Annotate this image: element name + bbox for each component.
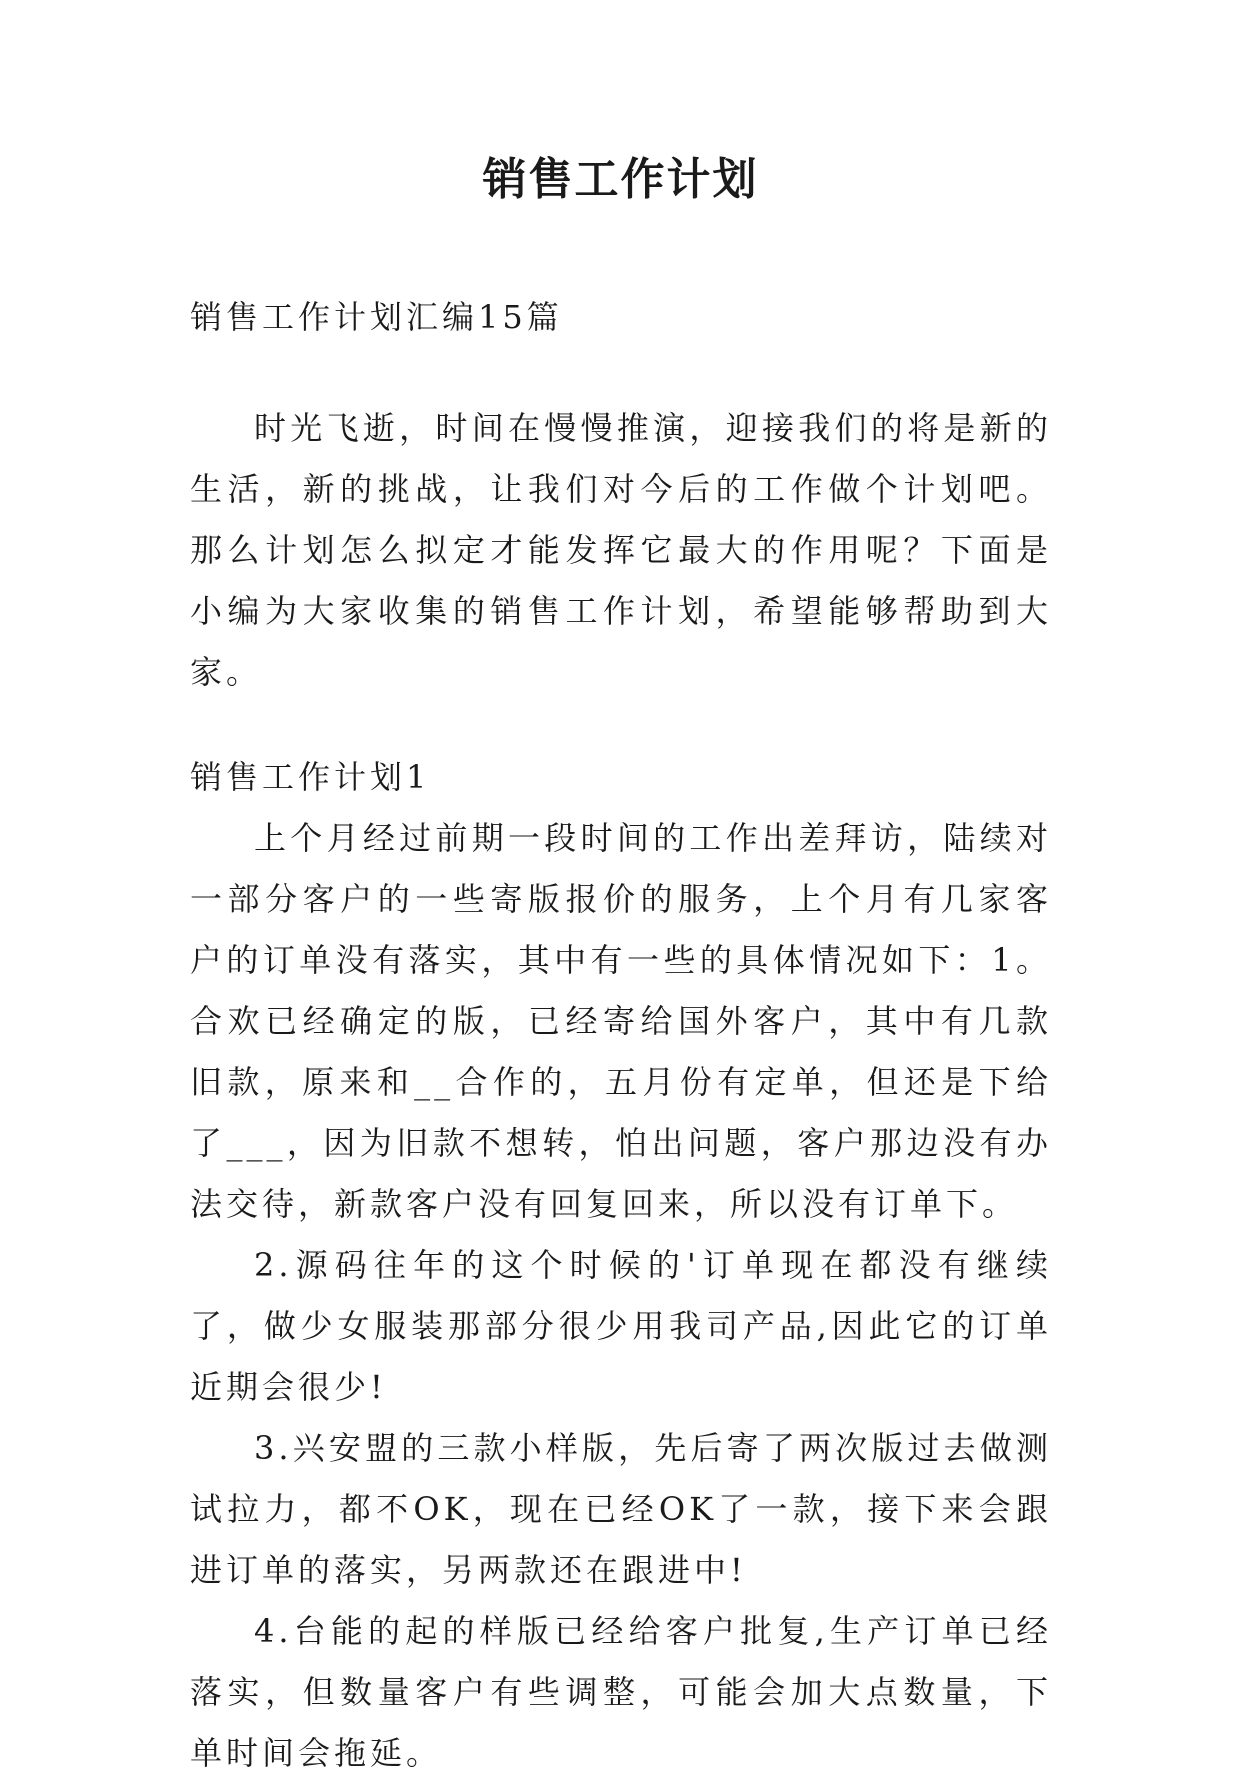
intro-paragraph: 时光飞逝，时间在慢慢推演，迎接我们的将是新的生活，新的挑战，让我们对今后的工作做个计划吧。那么计划怎么拟定才能发挥它最大的作用呢？下面是小编为大家收集的销售工作计划，希望能够帮助到大家。 — [190, 409, 1052, 691]
body-paragraph: 2.源码往年的这个时候的'订单现在都没有继续了，做少女服装那部分很少用我司产品,因此它的订单近期会很少! — [190, 1246, 1052, 1406]
document-title: 销售工作计划 — [482, 154, 759, 205]
body-paragraph: 3.兴安盟的三款小样版，先后寄了两次版过去做测试拉力，都不OK，现在已经OK了一款，接下来会跟进订单的落实，另两款还在跟进中! — [190, 1429, 1052, 1589]
body-paragraph: 4.台能的起的样版已经给客户批复,生产订单已经落实，但数量客户有些调整，可能会加大点数量，下单时间会拖延。 — [190, 1612, 1052, 1772]
document-body — [190, 287, 1052, 1784]
document-subtitle: 销售工作计划汇编15篇 — [190, 298, 563, 336]
body-paragraph: 上个月经过前期一段时间的工作出差拜访，陆续对一部分客户的一些寄版报价的服务，上个月有几家客户的订单没有落实，其中有一些的具体情况如下：1。合欢已经确定的版，已经寄给国外客户，其中有几款旧款，原来和__合作的，五月份有定单，但还是下给了___，因为旧款不想转，怕出问题，客户那边没有办法交待，新款客户没有回复回来，所以没有订单下。 — [190, 819, 1052, 1223]
section-heading: 销售工作计划1 — [190, 758, 431, 796]
